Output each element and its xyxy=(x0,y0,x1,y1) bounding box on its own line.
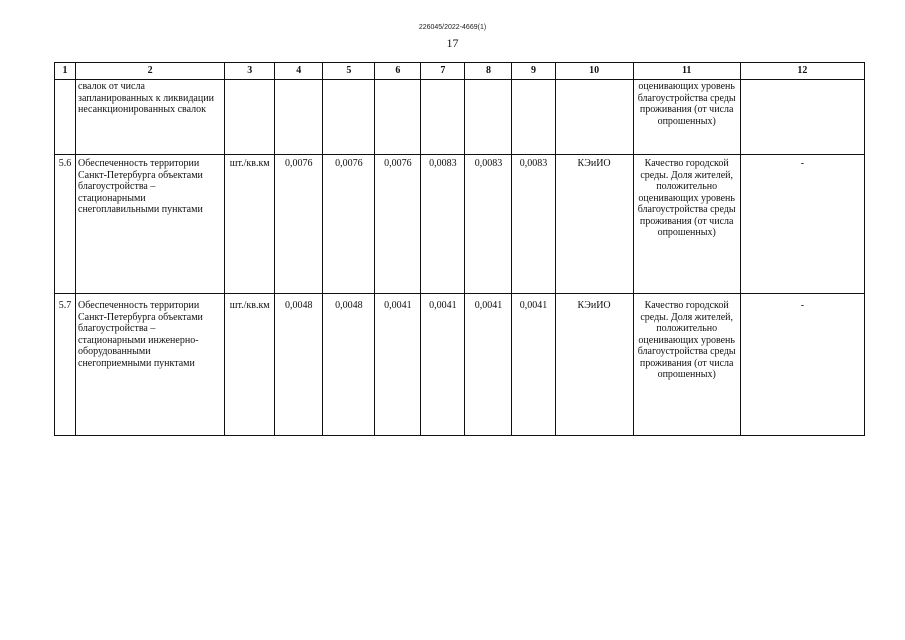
indicator-name-continuation: свалок от числа запланированных к ликвидации несанкционированных свалок xyxy=(76,80,225,155)
table-cell xyxy=(225,80,275,155)
criterion-continuation: оценивающих уровень благоустройства среды проживания (от числа опрошенных) xyxy=(633,80,740,155)
value-cell: 0,0048 xyxy=(275,294,323,436)
row-number: 5.7 xyxy=(55,294,76,436)
value-cell: 0,0048 xyxy=(323,294,375,436)
responsible-cell: КЭиИО xyxy=(555,155,633,294)
table-cell xyxy=(275,80,323,155)
column-header: 6 xyxy=(375,63,421,80)
criterion-cell: Качество городской среды. Доля жителей, положительно оценивающих уровень благоустройства среды проживания (от числа опрошенных) xyxy=(633,294,740,436)
note-cell: - xyxy=(740,155,864,294)
column-header: 8 xyxy=(465,63,512,80)
indicators-table xyxy=(54,62,865,436)
table-row xyxy=(55,294,865,436)
table-cell xyxy=(55,80,76,155)
indicator-name: Обеспеченность территории Санкт-Петербурга объектами благоустройства – стационарными инженерно-оборудованными снегоприемными пунктами xyxy=(76,294,225,436)
column-header: 12 xyxy=(740,63,864,80)
value-cell: 0,0041 xyxy=(512,294,555,436)
column-header: 2 xyxy=(76,63,225,80)
page-number: 17 xyxy=(446,36,459,50)
table-cell xyxy=(512,80,555,155)
table-cell xyxy=(555,80,633,155)
value-cell: 0,0083 xyxy=(421,155,465,294)
unit-cell: шт./кв.км xyxy=(225,155,275,294)
table-cell xyxy=(740,80,864,155)
value-cell: 0,0083 xyxy=(512,155,555,294)
indicator-name: Обеспеченность территории Санкт-Петербурга объектами благоустройства – стационарными снегоплавильными пунктами xyxy=(76,155,225,294)
column-header: 5 xyxy=(323,63,375,80)
value-cell: 0,0076 xyxy=(323,155,375,294)
value-cell: 0,0083 xyxy=(465,155,512,294)
table-cell xyxy=(421,80,465,155)
value-cell: 0,0041 xyxy=(421,294,465,436)
value-cell: 0,0041 xyxy=(465,294,512,436)
value-cell: 0,0041 xyxy=(375,294,421,436)
table-cell xyxy=(323,80,375,155)
column-header: 11 xyxy=(633,63,740,80)
responsible-cell: КЭиИО xyxy=(555,294,633,436)
table-cell xyxy=(375,80,421,155)
column-header: 1 xyxy=(55,63,76,80)
value-cell: 0,0076 xyxy=(275,155,323,294)
table-row xyxy=(55,155,865,294)
table-row-continuation xyxy=(55,80,865,155)
value-cell: 0,0076 xyxy=(375,155,421,294)
criterion-cell: Качество городской среды. Доля жителей, положительно оценивающих уровень благоустройства среды проживания (от числа опрошенных) xyxy=(633,155,740,294)
column-header: 10 xyxy=(555,63,633,80)
column-header: 3 xyxy=(225,63,275,80)
column-header: 4 xyxy=(275,63,323,80)
document-id: 226045/2022-4669(1) xyxy=(418,24,487,31)
column-header-row xyxy=(55,63,865,80)
row-number: 5.6 xyxy=(55,155,76,294)
column-header: 9 xyxy=(512,63,555,80)
column-header: 7 xyxy=(421,63,465,80)
table-cell xyxy=(465,80,512,155)
note-cell: - xyxy=(740,294,864,436)
unit-cell: шт./кв.км xyxy=(225,294,275,436)
